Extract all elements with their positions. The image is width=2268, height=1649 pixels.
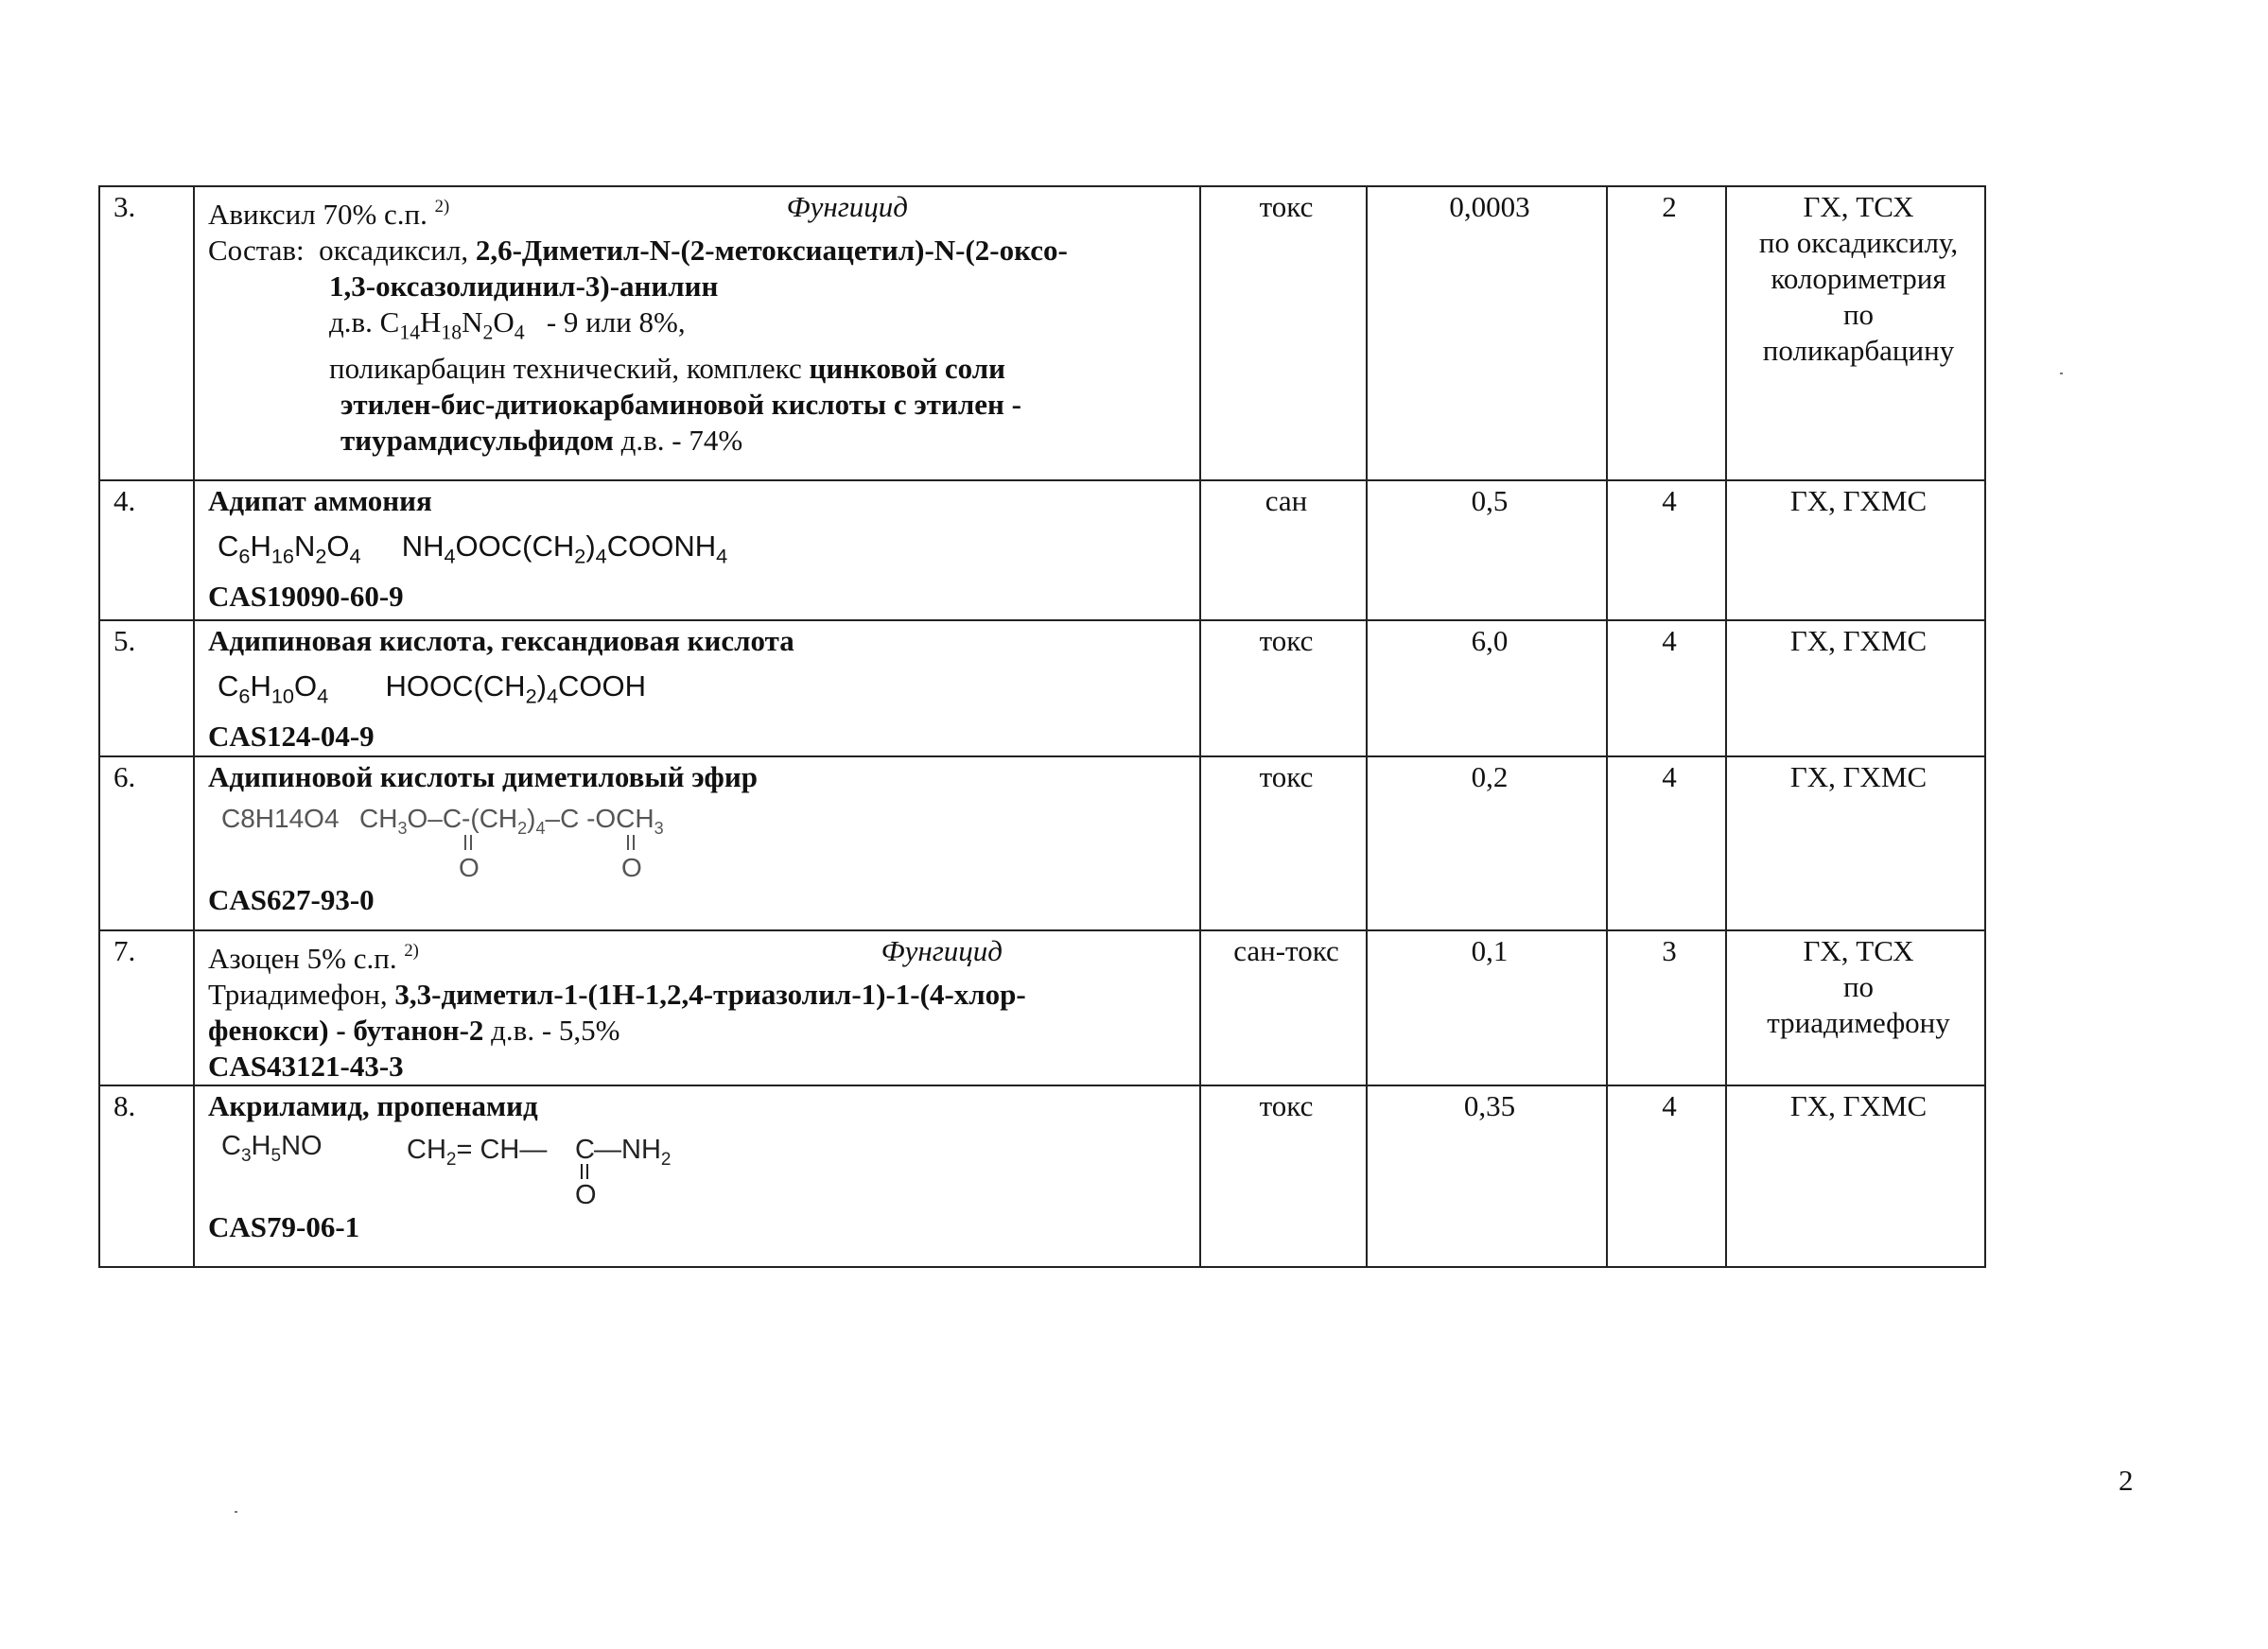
value-cell: 0,1 — [1367, 930, 1607, 1085]
substance-kind: Фунгицид — [881, 934, 1003, 967]
substance-name: Акриламид, пропенамид — [208, 1089, 538, 1123]
chemical-formula: $C_6H_{10}O_4$ $HOOC(CH_2)_4COOH$ — [218, 669, 647, 708]
method-line: поликарбацину — [1762, 334, 1955, 367]
hazard-cell: сан — [1200, 480, 1367, 620]
active-ingredient-line: д.в. $C_{14}H_{18}N_2O_4$ - 9 или 8%, — [329, 305, 686, 344]
value-cell: 0,0003 — [1367, 186, 1607, 480]
table-row — [99, 480, 1985, 620]
method-line: ГХ, ТСХ — [1803, 934, 1914, 967]
footnote-mark: 2) — [404, 941, 419, 961]
value-cell: 0,35 — [1367, 1085, 1607, 1267]
substance-cell — [194, 930, 1200, 1085]
carbonyl-carbon: C — [575, 1135, 595, 1166]
composition-bold: тиурамдисульфидом — [340, 423, 614, 457]
value-cell: 6,0 — [1367, 620, 1607, 756]
composition-bold: 3,3-диметил-1-(1Н-1,2,4-триазолил-1)-1-(4-хлор- — [394, 978, 1026, 1012]
structural-formula: $CH_3O-C-(CH_2)_4-C$ $-OCH_3$ — [359, 804, 664, 838]
cas-number: CAS124-04-9 — [208, 719, 375, 753]
table-row — [99, 1085, 1985, 1267]
oxygen-label: O — [575, 1180, 597, 1206]
table-row — [99, 620, 1985, 756]
substance-name: Адипиновая кислота, гександиовая кислота — [208, 624, 794, 657]
hazard-cell: токс — [1200, 620, 1367, 756]
row-number: 5. — [99, 620, 194, 756]
hazard-cell: токс — [1200, 756, 1367, 930]
structural-formula: $HOOC(CH_2)_4COOH$ — [385, 669, 647, 708]
composition-bold: 2,6-Диметил-N-(2-метоксиацетил)-N-(2-оксо- — [475, 234, 1068, 268]
table-row — [99, 930, 1985, 1085]
composition-bold: фенокси) - бутанон-2 — [208, 1014, 484, 1048]
row-number: 6. — [99, 756, 194, 930]
value-cell: 0,2 — [1367, 756, 1607, 930]
substance-name: Адипат аммония — [208, 484, 432, 517]
method-line: триадимефону — [1767, 1006, 1950, 1039]
cas-number: CAS627-93-0 — [208, 883, 375, 916]
table-row — [99, 756, 1985, 930]
substance-kind: Фунгицид — [786, 190, 908, 223]
chemical-formula: C8H14O4 — [221, 804, 340, 833]
value-cell: 0,5 — [1367, 480, 1607, 620]
substance-cell — [194, 1085, 1200, 1267]
substance-name: Авиксил 70% с.п. — [208, 198, 427, 232]
cas-number: CAS43121-43-3 — [208, 1050, 404, 1084]
class-cell: 4 — [1607, 756, 1726, 930]
active-ingredient-line: д.в. - 74% — [620, 423, 743, 457]
structural-formula-diagram — [218, 1124, 747, 1206]
hazard-cell: токс — [1200, 1085, 1367, 1267]
active-ingredient-line: д.в. - 5,5% — [491, 1014, 620, 1048]
method-cell — [1726, 186, 1985, 480]
substance-cell — [194, 756, 1200, 930]
composition-text: оксадиксил, — [319, 234, 469, 268]
cas-number: CAS19090-60-9 — [208, 579, 404, 613]
row-number: 7. — [99, 930, 194, 1085]
method-line: по оксадиксилу, — [1758, 226, 1959, 259]
page-number: 2 — [2119, 1464, 2134, 1497]
method-line: по — [1842, 298, 1875, 331]
oxygen-label: O — [621, 853, 642, 882]
row-number: 3. — [99, 186, 194, 480]
cas-number: CAS79-06-1 — [208, 1210, 360, 1244]
class-cell: 3 — [1607, 930, 1726, 1085]
method-line: по — [1842, 970, 1875, 1003]
substance-cell — [194, 620, 1200, 756]
substance-cell — [194, 186, 1200, 480]
class-cell: 2 — [1607, 186, 1726, 480]
composition-bold: 1,3-оксазолидинил-3)-анилин — [329, 269, 719, 304]
method-cell: ГХ, ГХМС — [1726, 480, 1985, 620]
structural-formula: $CH_2=$ CH— — [407, 1135, 548, 1171]
composition-bold: этилен-бис-дитиокарбаминовой кислоты с этилен - — [340, 387, 1021, 421]
substance-name: Азоцен 5% с.п. — [208, 942, 397, 976]
amide-group: $—NH_2$ — [594, 1135, 672, 1171]
composition-text: поликарбацин технический, комплекс — [329, 351, 802, 385]
chemical-formula: $C_6H_{16}N_2O_4$ $NH_4OOC(CH_2)_4COONH_4$ — [218, 529, 728, 568]
method-cell: ГХ, ГХМС — [1726, 756, 1985, 930]
method-cell — [1726, 930, 1985, 1085]
structural-formula: $NH_4OOC(CH_2)_4COONH_4$ — [401, 529, 728, 568]
composition-label: Состав: — [208, 234, 305, 268]
footnote-mark: 2) — [434, 197, 450, 217]
class-cell: 4 — [1607, 1085, 1726, 1267]
table-row — [99, 186, 1985, 480]
chemical-formula: $C_3H_5NO$ — [221, 1131, 323, 1167]
substance-cell — [194, 480, 1200, 620]
oxygen-label: O — [459, 853, 480, 882]
row-number: 4. — [99, 480, 194, 620]
method-line: колориметрия — [1771, 262, 1946, 295]
method-cell: ГХ, ГХМС — [1726, 620, 1985, 756]
composition-bold: цинковой соли — [809, 351, 1005, 385]
structural-formula-diagram — [218, 795, 747, 882]
row-number: 8. — [99, 1085, 194, 1267]
hazard-cell: токс — [1200, 186, 1367, 480]
substances-table — [98, 185, 1986, 1268]
scan-speck — [235, 1511, 237, 1513]
method-cell: ГХ, ГХМС — [1726, 1085, 1985, 1267]
hazard-cell: сан-токс — [1200, 930, 1367, 1085]
scan-speck — [2060, 373, 2063, 374]
substance-name: Адипиновой кислоты диметиловый эфир — [208, 760, 758, 793]
method-line: ГХ, ТСХ — [1803, 190, 1914, 223]
class-cell: 4 — [1607, 620, 1726, 756]
class-cell: 4 — [1607, 480, 1726, 620]
active-ingredient: Триадимефон, — [208, 978, 388, 1012]
